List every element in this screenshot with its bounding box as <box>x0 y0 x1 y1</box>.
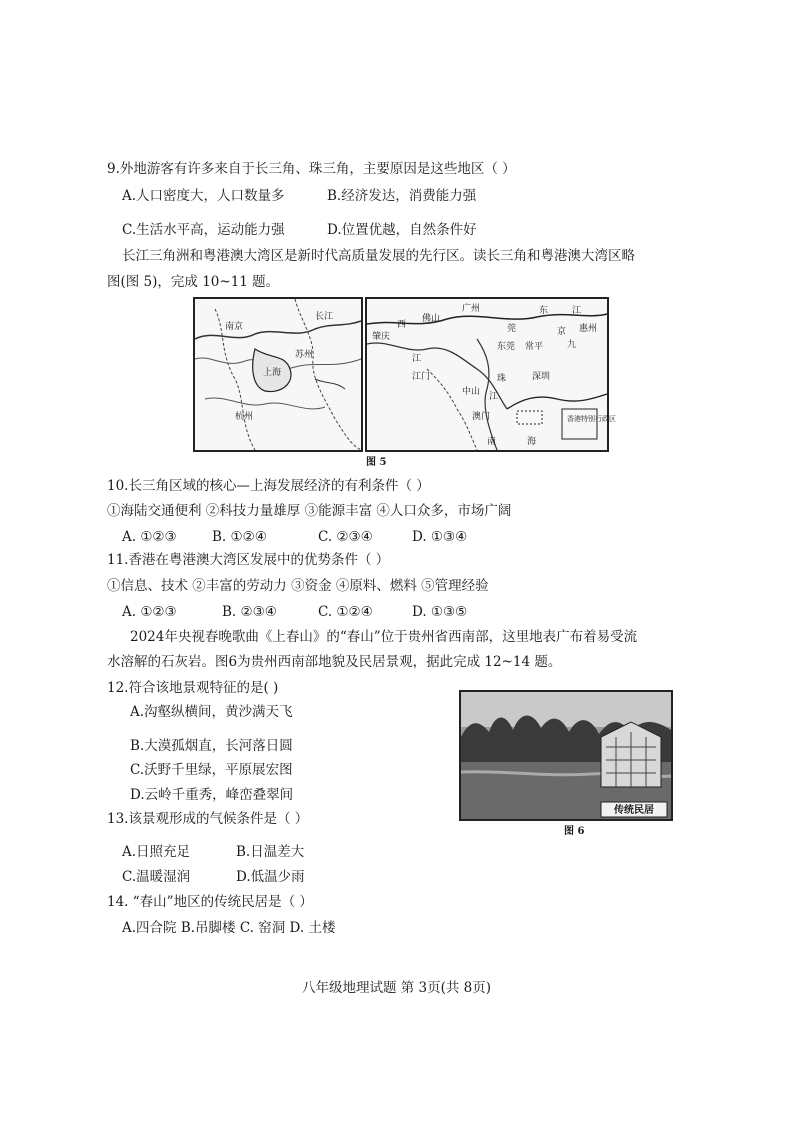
q10-option-b: B. ①②④ <box>212 529 267 545</box>
q10-option-a: A. ①②③ <box>122 529 177 545</box>
q13-stem: 13.该景观形成的气候条件是（ ） <box>107 811 309 827</box>
intro1-line1: 长江三角洲和粤港澳大湾区是新时代高质量发展的先行区。读长三角和粤港澳大湾区略 <box>122 248 635 264</box>
map-label-dong: 东 <box>539 306 549 316</box>
map-label-jiang-2: 江 <box>412 354 422 364</box>
map-label-guan: 莞 <box>507 324 517 334</box>
q13-option-a: A.日照充足 <box>122 844 191 860</box>
q13-option-d: D.低温少雨 <box>236 869 305 885</box>
q12-option-c: C.沃野千里绿，平原展宏图 <box>130 762 293 778</box>
q11-option-b: B. ②③④ <box>222 604 277 620</box>
q9-option-b: B.经济发达，消费能力强 <box>327 188 477 204</box>
map-label-changping: 常平 <box>525 342 544 352</box>
q9-option-d: D.位置优越，自然条件好 <box>327 222 477 238</box>
yangtze-delta-map <box>193 297 363 452</box>
map-label-huizhou: 惠州 <box>579 324 598 334</box>
greater-bay-area-map <box>365 297 616 452</box>
q11-option-c: C. ①②④ <box>318 604 373 620</box>
map-label-zhu: 珠 <box>497 374 507 384</box>
q10-stem: 10.长三角区域的核心—上海发展经济的有利条件（ ） <box>107 478 430 494</box>
q9-option-c: C.生活水平高，运动能力强 <box>122 222 285 238</box>
q11-option-a: A. ①②③ <box>122 604 177 620</box>
map-label-nan: 南 <box>487 437 497 447</box>
q10-option-c: C. ②③④ <box>318 529 373 545</box>
karst-landscape-photo <box>459 690 673 821</box>
map-label-zhongshan: 中山 <box>462 387 481 397</box>
q13-option-b: B.日温差大 <box>236 844 305 860</box>
q9-stem: 9.外地游客有许多来自于长三角、珠三角，主要原因是这些地区（ ） <box>107 161 516 177</box>
map-label-jiang-3: 江 <box>489 392 499 402</box>
map-label-macau: 澳门 <box>472 412 491 422</box>
q13-option-c: C.温暖湿润 <box>122 869 191 885</box>
q12-option-a: A.沟壑纵横间，黄沙满天飞 <box>130 704 293 720</box>
q10-option-d: D. ①③④ <box>412 529 468 545</box>
q11-conditions: ①信息、技术 ②丰富的劳动力 ③资金 ④原料、燃料 ⑤管理经验 <box>107 578 489 594</box>
map-label-jiang-1: 江 <box>572 306 582 316</box>
page-footer: 八年级地理试题 第 3页(共 8页) <box>301 980 492 996</box>
fig6-label: 传统民居 <box>614 805 654 816</box>
map-label-hai: 海 <box>527 437 537 447</box>
map-label-shenzhen: 深圳 <box>532 372 551 382</box>
q10-conditions: ①海陆交通便利 ②科技力量雄厚 ③能源丰富 ④人口众多，市场广阔 <box>107 503 512 519</box>
figure6-caption: 图 6 <box>564 826 585 837</box>
figure5-caption: 图 5 <box>366 457 387 468</box>
map-label-jiu: 九 <box>567 340 577 350</box>
q9-option-a: A.人口密度大，人口数量多 <box>122 188 285 204</box>
map-label-jiangmen: 江门 <box>412 372 431 382</box>
q11-option-d: D. ①③⑤ <box>412 604 468 620</box>
map-label-zhaoqing: 肇庆 <box>372 332 391 342</box>
map-label-hongkong: 香港特别行政区 <box>567 415 616 423</box>
q14-options: A.四合院 B.吊脚楼 C. 窑洞 D. 土楼 <box>122 920 336 936</box>
map-label-foshan: 佛山 <box>422 314 441 324</box>
intro2-line1: 2024年央视春晚歌曲《上春山》的“春山”位于贵州省西南部，这里地表广布着易受流 <box>130 629 638 645</box>
map-label-jing: 京 <box>557 327 567 337</box>
q11-stem: 11.香港在粤港澳大湾区发展中的优势条件（ ） <box>107 552 390 568</box>
intro1-line2: 图(图 5)，完成 10~11 题。 <box>107 274 280 290</box>
map-label-changjiang: 长江 <box>315 312 334 322</box>
q12-option-b: B.大漠孤烟直，长河落日圆 <box>130 738 293 754</box>
map-label-suzhou: 苏州 <box>295 350 314 360</box>
map-label-xi: 西 <box>397 320 407 330</box>
q14-stem: 14. “春山”地区的传统民居是（ ） <box>107 894 313 910</box>
map-label-guangzhou: 广州 <box>462 304 481 314</box>
map-label-nanjing: 南京 <box>225 322 244 332</box>
map-label-shanghai: 上海 <box>263 368 282 378</box>
q12-stem: 12.符合该地景观特征的是( ) <box>107 680 279 696</box>
intro2-line2: 水溶解的石灰岩。图6为贵州西南部地貌及民居景观，据此完成 12~14 题。 <box>107 654 562 670</box>
q12-option-d: D.云岭千重秀，峰峦叠翠间 <box>130 787 294 803</box>
map-label-dongguan: 东莞 <box>497 342 516 352</box>
map-label-hangzhou: 杭州 <box>235 412 254 422</box>
